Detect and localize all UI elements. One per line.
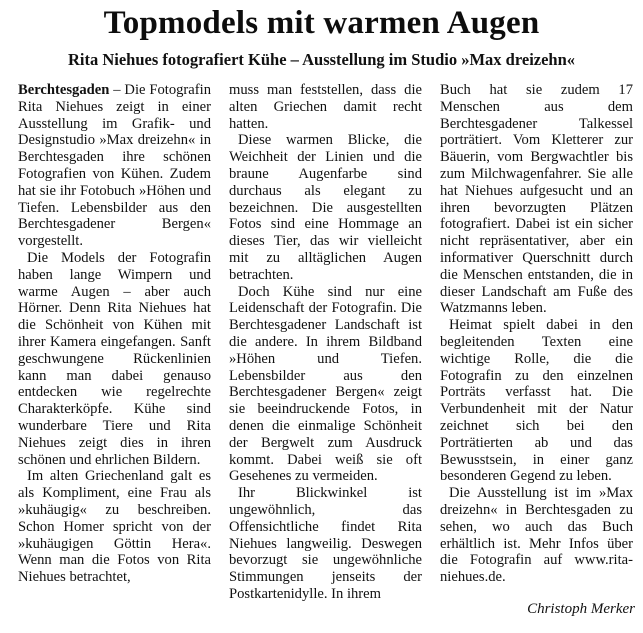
- paragraph: Ihr Blickwinkel ist ungewöhnlich, das Offensichtliche findet Rita Niehues langweilig. Deswegen bevorzugt sie ungewöhnliche Stimmungen jenseits der Postkartenidylle. In ihrem: [229, 485, 422, 602]
- paragraph: Heimat spielt dabei in den begleitenden Texten eine wichtige Rolle, die die Fotografin zu den einzelnen Porträts verfasst hat. Die Verbundenheit mit der Natur zeichnet sich bei den Porträtierten ab und das Bewusstsein, in einer ganz besonderen Gegend zu leben.: [440, 317, 633, 485]
- paragraph: Buch hat sie zudem 17 Menschen aus dem Berchtesgadener Talkessel porträtiert. Vom Kletterer zur Bäuerin, vom Bergwachtler bis zum Milchwagenfahrer. Sie alle hat Niehues aufgesucht und an ihren bevorzugten Plätzen fotografiert. Dabei ist ein sicher nicht repräsentativer, aber ein informativer Querschnitt durch die Menschen entstanden, die in dieser Landschaft am Fuße des Watzmanns leben.: [440, 82, 633, 317]
- headline: Topmodels mit warmen Augen: [103, 5, 540, 41]
- paragraph: [18, 82, 211, 250]
- column-1: [18, 82, 211, 586]
- paragraph-text: – Die Fotografin Rita Niehues zeigt in einer Ausstellung im Grafik- und Designstudio »Max dreizehn« in Berchtesgaden ihre schönen Fotografien von Kühen. Zudem hat sie ihr Fotobuch »Höhen und Tiefen. Lebensbilder aus den Berchtesgadener Bergen« vorgestellt.: [18, 82, 211, 250]
- dateline: Berchtesgaden: [18, 82, 110, 98]
- paragraph: Diese warmen Blicke, die Weichheit der Linien und die braune Augenfarbe sind durchaus als elegant zu bezeichnen. Die ausgestellten Fotos sind eine Hommage an dieses Tier, das wir vielleicht mit zu alltäglichen Augen betrachten.: [229, 132, 422, 283]
- subheadline: Rita Niehues fotografiert Kühe – Ausstellung im Studio »Max dreizehn«: [67, 50, 576, 69]
- paragraph: Doch Kühe sind nur eine Leidenschaft der Fotografin. Die Berchtesgadener Landschaft ist die andere. In ihrem Bildband »Höhen und Tiefen. Lebensbilder aus den Berchtesgadener Bergen« zeigt sie beeindruckende Fotos, in denen die einmalige Schönheit der Bergwelt zum Ausdruck kommt. Dabei weiß sie oft Gesehenes zu vermeiden.: [229, 283, 422, 485]
- column-2: [229, 82, 422, 603]
- paragraph: muss man feststellen, dass die alten Griechen damit recht hatten.: [229, 82, 422, 132]
- author-byline: Christoph Merker: [527, 601, 635, 617]
- paragraph: Die Models der Fotografin haben lange Wimpern und warme Augen – aber auch Hörner. Denn Rita Niehues hat die Schönheit von Kühen mit ihrer Kamera eingefangen. Sanft geschwungene Rückenlinien kann man dabei genauso entdecken wie regelrechte Charakterköpfe. Kühe sind wunderbare Tiere und Rita Niehues zeigt dies in ihren schönen und ehrlichen Bildern.: [18, 249, 211, 468]
- paragraph: Im alten Griechenland galt es als Kompliment, eine Frau als »kuhäugig« zu beschreiben. Schon Homer spricht von der »kuhäugigen Göttin Hera«. Wenn man die Fotos von Rita Niehues betrachtet,: [18, 468, 211, 586]
- paragraph: Die Ausstellung ist im »Max dreizehn« in Berchtesgaden zu sehen, wo auch das Buch erhältlich ist. Mehr Infos über die Fotografin auf www.rita-niehues.de.: [440, 485, 633, 586]
- column-3: [440, 82, 633, 586]
